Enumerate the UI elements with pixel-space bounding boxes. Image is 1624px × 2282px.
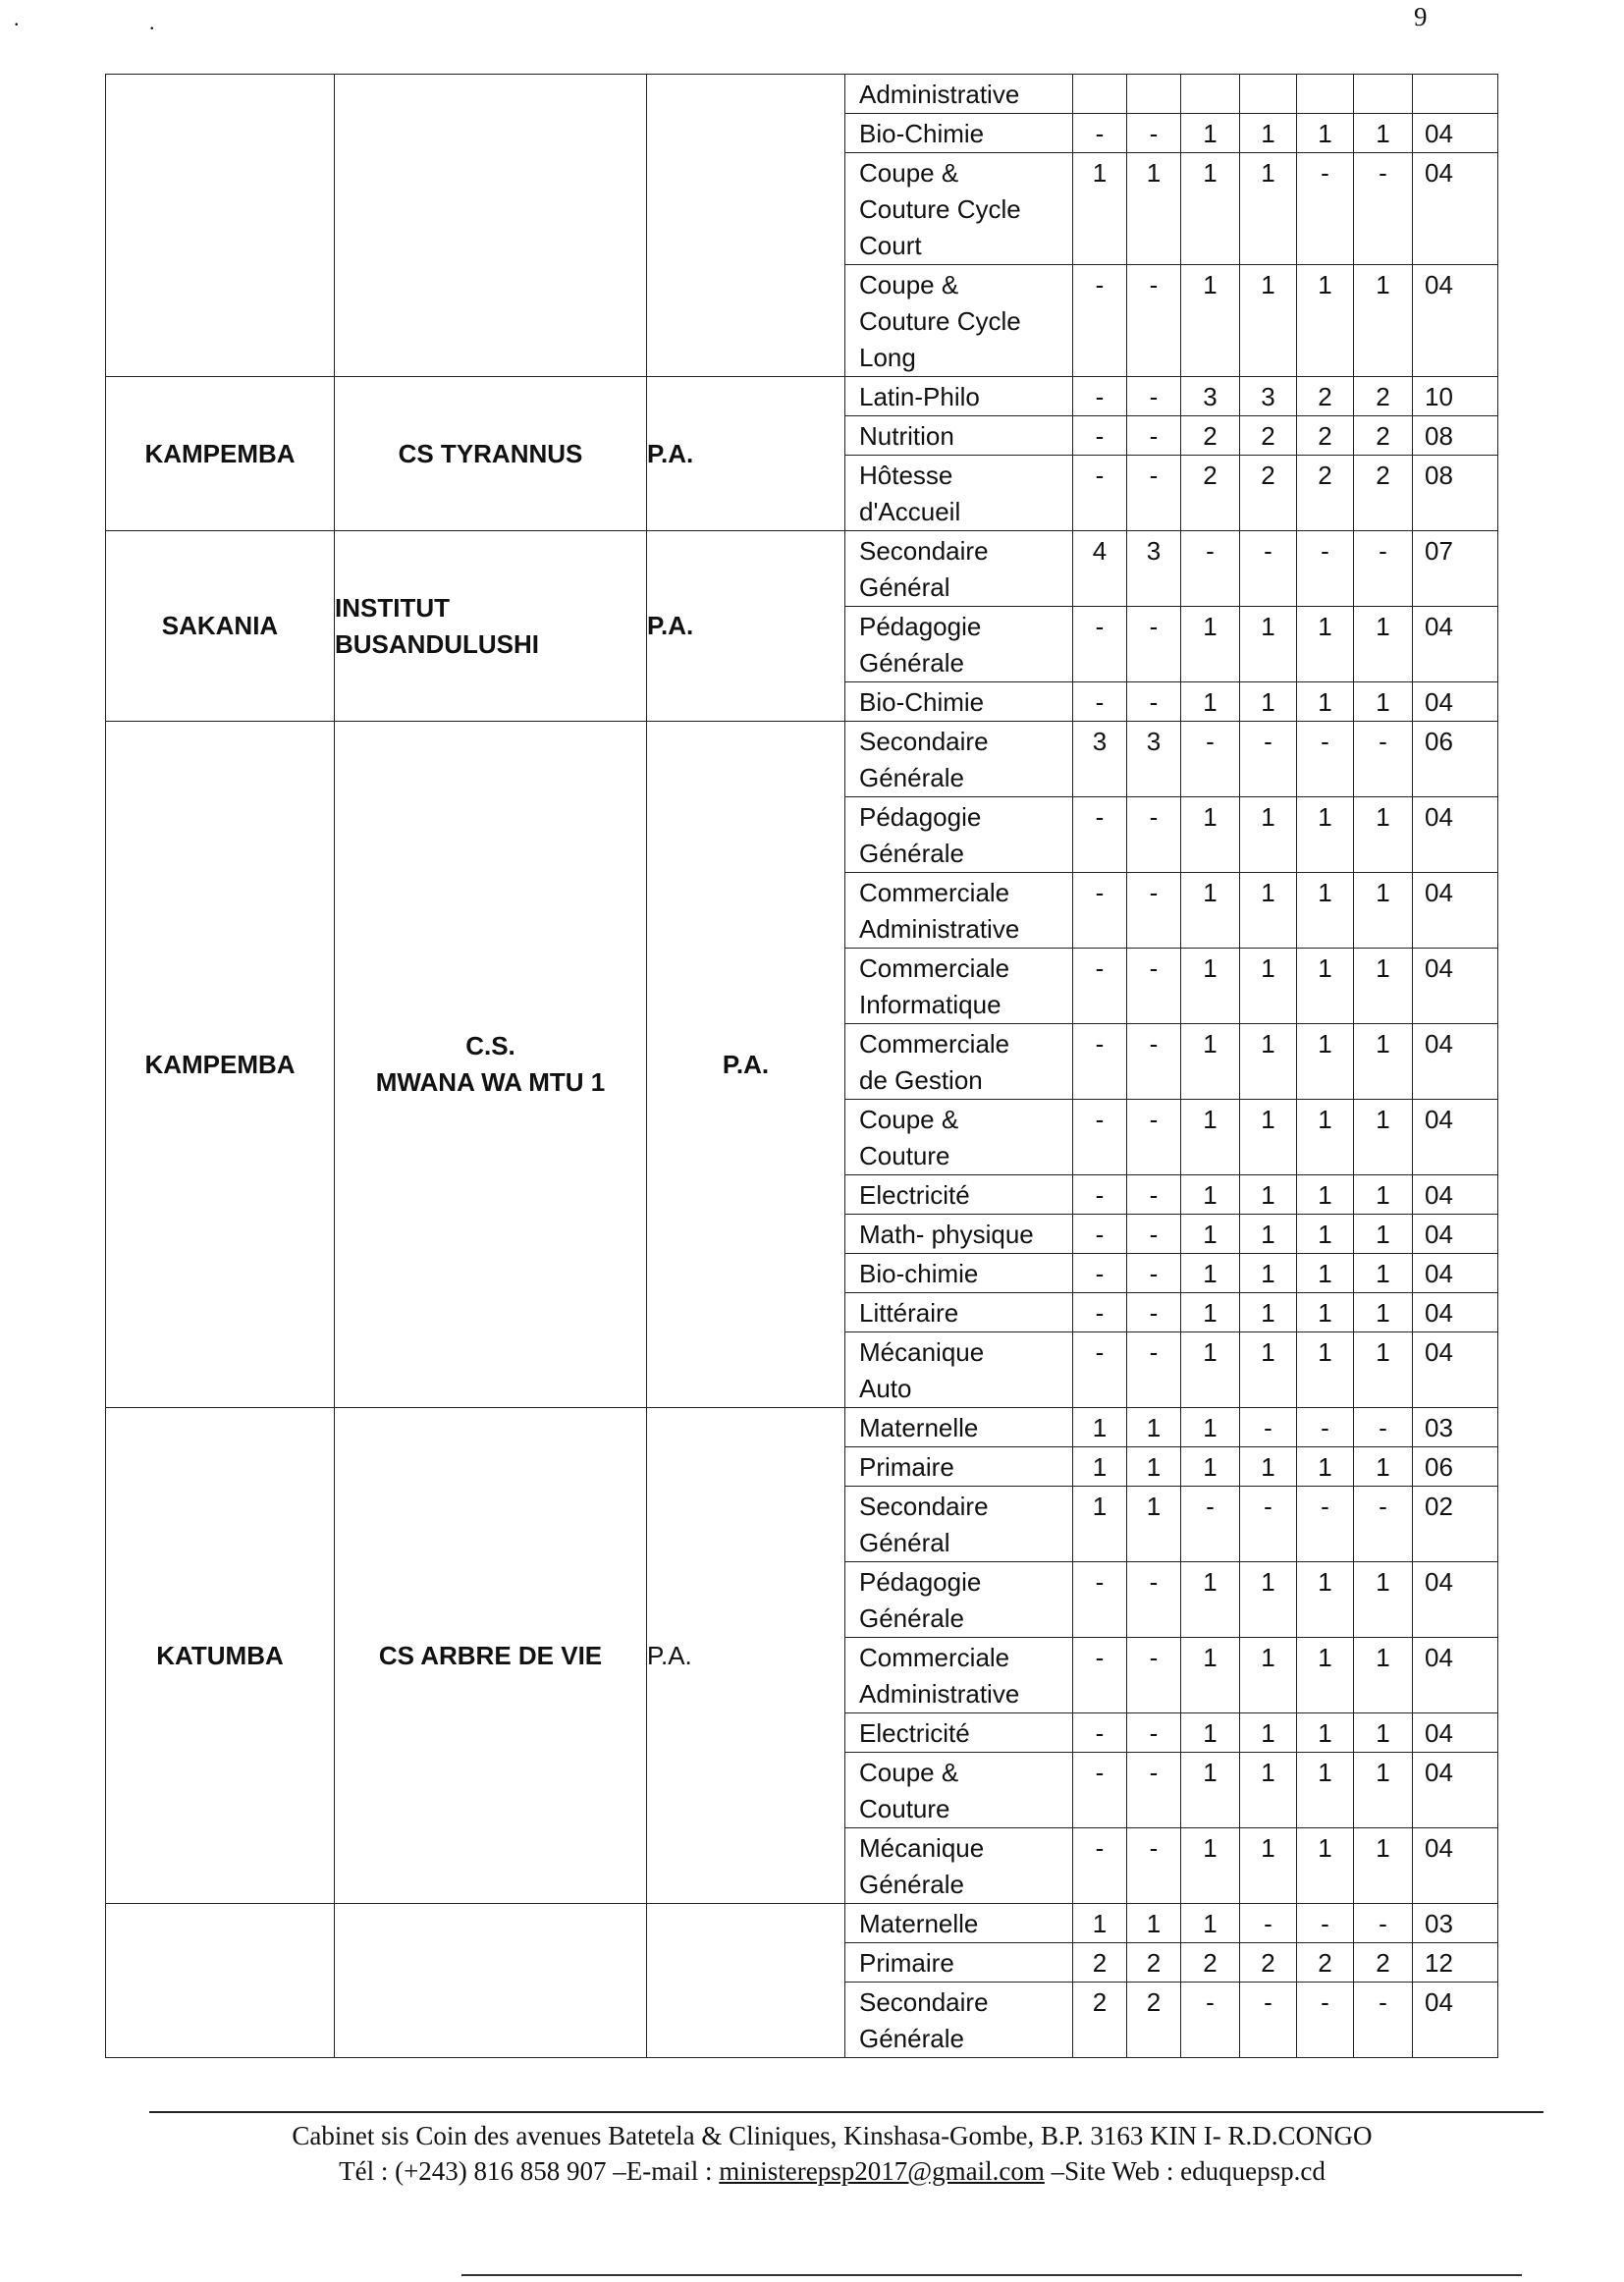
total-cell: 04 xyxy=(1413,682,1498,722)
class-count-cell: 1 xyxy=(1240,1175,1297,1215)
class-count-cell: 1 xyxy=(1073,153,1127,265)
class-count-cell: 1 xyxy=(1240,797,1297,873)
option-name-cell: Bio-Chimie xyxy=(845,114,1073,153)
class-count-cell: 1 xyxy=(1354,265,1413,377)
class-count-cell: - xyxy=(1073,377,1127,416)
option-name-cell: Administrative xyxy=(845,75,1073,114)
total-cell: 04 xyxy=(1413,1175,1498,1215)
option-name-cell: Nutrition xyxy=(845,416,1073,456)
option-name-cell: Pédagogie Générale xyxy=(845,607,1073,682)
class-count-cell: 1 xyxy=(1240,153,1297,265)
class-count-cell: - xyxy=(1127,797,1181,873)
class-count-cell: 1 xyxy=(1354,1753,1413,1828)
class-count-cell: 1 xyxy=(1181,114,1240,153)
class-count-cell: 1 xyxy=(1240,1215,1297,1254)
class-count-cell: 1 xyxy=(1181,1100,1240,1175)
option-name-cell: Coupe & Couture Cycle Long xyxy=(845,265,1073,377)
footer xyxy=(108,2118,1556,2189)
class-count-cell: 1 xyxy=(1181,607,1240,682)
class-count-cell xyxy=(1073,75,1127,114)
footer-website: –Site Web : eduquepsp.cd xyxy=(1044,2156,1326,2186)
table-row xyxy=(106,1904,1498,1943)
class-count-cell: - xyxy=(1240,1904,1297,1943)
class-count-cell: 1 xyxy=(1354,1293,1413,1332)
total-cell: 04 xyxy=(1413,153,1498,265)
class-count-cell: - xyxy=(1297,531,1354,607)
class-count-cell: - xyxy=(1127,682,1181,722)
option-name-cell: Maternelle xyxy=(845,1904,1073,1943)
total-cell: 06 xyxy=(1413,722,1498,797)
school-name-cell: CS ARBRE DE VIE xyxy=(335,1408,647,1904)
class-count-cell: 1 xyxy=(1073,1408,1127,1447)
class-count-cell: 1 xyxy=(1127,1904,1181,1943)
class-count-cell: 1 xyxy=(1354,1638,1413,1713)
class-count-cell: - xyxy=(1127,1100,1181,1175)
total-cell: 04 xyxy=(1413,797,1498,873)
class-count-cell: 1 xyxy=(1240,873,1297,949)
class-count-cell: 1 xyxy=(1240,1447,1297,1487)
class-count-cell: 1 xyxy=(1297,1332,1354,1408)
school-name-cell: C.S. MWANA WA MTU 1 xyxy=(335,722,647,1408)
class-count-cell xyxy=(1181,75,1240,114)
class-count-cell: - xyxy=(1073,607,1127,682)
class-count-cell: 1 xyxy=(1127,1408,1181,1447)
class-count-cell: - xyxy=(1354,1487,1413,1562)
class-count-cell: - xyxy=(1240,1983,1297,2058)
class-count-cell: 2 xyxy=(1297,377,1354,416)
total-cell: 04 xyxy=(1413,1983,1498,2058)
class-count-cell: 1 xyxy=(1354,1828,1413,1904)
status-cell: P.A. xyxy=(647,531,845,722)
class-count-cell: 1 xyxy=(1354,1024,1413,1100)
total-cell: 04 xyxy=(1413,1562,1498,1638)
option-name-cell: Secondaire Générale xyxy=(845,1983,1073,2058)
class-count-cell: - xyxy=(1073,1100,1127,1175)
class-count-cell: 1 xyxy=(1240,1254,1297,1293)
class-count-cell: 1 xyxy=(1181,1713,1240,1753)
status-cell xyxy=(647,1904,845,2058)
region-cell: KAMPEMBA xyxy=(106,377,335,531)
class-count-cell: 1 xyxy=(1297,1447,1354,1487)
total-cell: 04 xyxy=(1413,114,1498,153)
class-count-cell: - xyxy=(1073,1638,1127,1713)
option-name-cell: Commerciale Administrative xyxy=(845,873,1073,949)
option-name-cell: Secondaire Général xyxy=(845,531,1073,607)
class-count-cell: 1 xyxy=(1354,1447,1413,1487)
option-name-cell: Math- physique xyxy=(845,1215,1073,1254)
class-count-cell: - xyxy=(1073,682,1127,722)
option-name-cell: Pédagogie Générale xyxy=(845,797,1073,873)
class-count-cell: - xyxy=(1354,1983,1413,2058)
class-count-cell: 1 xyxy=(1181,873,1240,949)
footer-phone: Tél : (+243) 816 858 907 –E-mail : xyxy=(339,2156,720,2186)
option-name-cell: Primaire xyxy=(845,1447,1073,1487)
status-cell: P.A. xyxy=(647,377,845,531)
school-name-cell: CS TYRANNUS xyxy=(335,377,647,531)
class-count-cell: - xyxy=(1127,1713,1181,1753)
class-count-cell: 1 xyxy=(1297,1100,1354,1175)
class-count-cell: - xyxy=(1073,1753,1127,1828)
class-count-cell: 1 xyxy=(1297,1024,1354,1100)
total-cell: 04 xyxy=(1413,1332,1498,1408)
class-count-cell: - xyxy=(1354,531,1413,607)
region-cell: KAMPEMBA xyxy=(106,722,335,1408)
class-count-cell: 1 xyxy=(1297,1713,1354,1753)
class-count-cell: - xyxy=(1073,1332,1127,1408)
class-count-cell: 1 xyxy=(1297,1254,1354,1293)
class-count-cell: - xyxy=(1240,531,1297,607)
class-count-cell: 1 xyxy=(1127,153,1181,265)
total-cell: 04 xyxy=(1413,1828,1498,1904)
class-count-cell: 1 xyxy=(1297,949,1354,1024)
table-body xyxy=(106,75,1498,2058)
class-count-cell: - xyxy=(1297,1487,1354,1562)
table-row xyxy=(106,377,1498,416)
class-count-cell: 2 xyxy=(1354,1943,1413,1983)
total-cell: 04 xyxy=(1413,1100,1498,1175)
class-count-cell: - xyxy=(1127,1024,1181,1100)
class-count-cell: - xyxy=(1127,1562,1181,1638)
region-cell: SAKANIA xyxy=(106,531,335,722)
class-count-cell: 1 xyxy=(1354,1562,1413,1638)
class-count-cell: 1 xyxy=(1297,682,1354,722)
option-name-cell: Commerciale Informatique xyxy=(845,949,1073,1024)
footer-rule xyxy=(149,2111,1543,2113)
total-cell: 04 xyxy=(1413,1293,1498,1332)
class-count-cell: - xyxy=(1297,722,1354,797)
class-count-cell: 1 xyxy=(1181,1254,1240,1293)
class-count-cell: - xyxy=(1354,1904,1413,1943)
class-count-cell: - xyxy=(1127,1175,1181,1215)
class-count-cell: 1 xyxy=(1181,1332,1240,1408)
class-count-cell: - xyxy=(1073,1828,1127,1904)
class-count-cell xyxy=(1354,75,1413,114)
total-cell: 03 xyxy=(1413,1904,1498,1943)
class-count-cell: 1 xyxy=(1297,1638,1354,1713)
total-cell: 08 xyxy=(1413,416,1498,456)
option-name-cell: Commerciale de Gestion xyxy=(845,1024,1073,1100)
class-count-cell: - xyxy=(1127,1254,1181,1293)
class-count-cell: - xyxy=(1127,265,1181,377)
option-name-cell: Hôtesse d'Accueil xyxy=(845,456,1073,531)
class-count-cell: 3 xyxy=(1127,531,1181,607)
class-count-cell: 1 xyxy=(1297,114,1354,153)
region-cell: KATUMBA xyxy=(106,1408,335,1904)
class-count-cell: 1 xyxy=(1354,114,1413,153)
class-count-cell: 1 xyxy=(1181,1408,1240,1447)
class-count-cell: 1 xyxy=(1297,1828,1354,1904)
class-count-cell: 1 xyxy=(1073,1487,1127,1562)
class-count-cell: - xyxy=(1073,949,1127,1024)
option-name-cell: Secondaire Général xyxy=(845,1487,1073,1562)
class-count-cell: 2 xyxy=(1354,416,1413,456)
class-count-cell: 1 xyxy=(1297,607,1354,682)
class-count-cell: - xyxy=(1297,1904,1354,1943)
class-count-cell: - xyxy=(1240,1487,1297,1562)
class-count-cell: 1 xyxy=(1240,1100,1297,1175)
class-count-cell: 2 xyxy=(1240,1943,1297,1983)
class-count-cell: - xyxy=(1127,873,1181,949)
total-cell: 04 xyxy=(1413,1254,1498,1293)
class-count-cell: 1 xyxy=(1240,1828,1297,1904)
class-count-cell: 1 xyxy=(1073,1904,1127,1943)
class-count-cell xyxy=(1297,75,1354,114)
class-count-cell: 1 xyxy=(1297,1175,1354,1215)
class-count-cell: 1 xyxy=(1181,1175,1240,1215)
class-count-cell: - xyxy=(1181,531,1240,607)
class-count-cell: 1 xyxy=(1181,1562,1240,1638)
total-cell xyxy=(1413,75,1498,114)
option-name-cell: Electricité xyxy=(845,1175,1073,1215)
total-cell: 10 xyxy=(1413,377,1498,416)
class-count-cell: 1 xyxy=(1181,1904,1240,1943)
class-count-cell: - xyxy=(1073,114,1127,153)
class-count-cell: - xyxy=(1127,1215,1181,1254)
class-count-cell: - xyxy=(1127,1332,1181,1408)
footer-email[interactable]: ministerepsp2017@gmail.com xyxy=(719,2156,1045,2186)
total-cell: 02 xyxy=(1413,1487,1498,1562)
class-count-cell: 2 xyxy=(1297,416,1354,456)
class-count-cell: 1 xyxy=(1181,1024,1240,1100)
class-count-cell: 2 xyxy=(1127,1983,1181,2058)
status-cell: P.A. xyxy=(647,722,845,1408)
class-count-cell: 2 xyxy=(1073,1943,1127,1983)
total-cell: 04 xyxy=(1413,265,1498,377)
class-count-cell: - xyxy=(1127,416,1181,456)
class-count-cell: 1 xyxy=(1240,949,1297,1024)
class-count-cell: - xyxy=(1127,456,1181,531)
option-name-cell: Littéraire xyxy=(845,1293,1073,1332)
class-count-cell: - xyxy=(1181,722,1240,797)
school-name-cell: INSTITUT BUSANDULUSHI xyxy=(335,531,647,722)
class-count-cell: 3 xyxy=(1127,722,1181,797)
option-name-cell: Bio-chimie xyxy=(845,1254,1073,1293)
class-count-cell: 1 xyxy=(1240,1753,1297,1828)
option-name-cell: Coupe & Couture Cycle Court xyxy=(845,153,1073,265)
class-count-cell: - xyxy=(1240,1408,1297,1447)
class-count-cell: 1 xyxy=(1354,682,1413,722)
class-count-cell: 1 xyxy=(1297,873,1354,949)
total-cell: 07 xyxy=(1413,531,1498,607)
total-cell: 06 xyxy=(1413,1447,1498,1487)
status-cell: P.A. xyxy=(647,1408,845,1904)
option-name-cell: Mécanique Générale xyxy=(845,1828,1073,1904)
class-count-cell: 1 xyxy=(1354,1713,1413,1753)
class-count-cell: 2 xyxy=(1181,416,1240,456)
class-count-cell: - xyxy=(1127,1638,1181,1713)
table-row xyxy=(106,722,1498,797)
class-count-cell: 2 xyxy=(1240,416,1297,456)
class-count-cell: 1 xyxy=(1181,265,1240,377)
class-count-cell: 1 xyxy=(1181,1828,1240,1904)
class-count-cell: 2 xyxy=(1354,377,1413,416)
class-count-cell: - xyxy=(1073,265,1127,377)
class-count-cell: 1 xyxy=(1127,1487,1181,1562)
class-count-cell: 1 xyxy=(1240,1562,1297,1638)
region-cell xyxy=(106,1904,335,2058)
class-count-cell: 1 xyxy=(1240,114,1297,153)
option-name-cell: Coupe & Couture xyxy=(845,1753,1073,1828)
total-cell: 03 xyxy=(1413,1408,1498,1447)
class-count-cell: 1 xyxy=(1181,1753,1240,1828)
class-count-cell: - xyxy=(1127,114,1181,153)
class-count-cell: - xyxy=(1127,1753,1181,1828)
table-row xyxy=(106,75,1498,114)
class-count-cell: 1 xyxy=(1297,1753,1354,1828)
class-count-cell: - xyxy=(1073,873,1127,949)
class-count-cell: 1 xyxy=(1297,797,1354,873)
class-count-cell: - xyxy=(1073,1293,1127,1332)
class-count-cell: 2 xyxy=(1297,1943,1354,1983)
class-count-cell: - xyxy=(1073,797,1127,873)
class-count-cell: 1 xyxy=(1240,1024,1297,1100)
class-count-cell: - xyxy=(1073,1024,1127,1100)
class-count-cell: - xyxy=(1240,722,1297,797)
total-cell: 08 xyxy=(1413,456,1498,531)
class-count-cell: - xyxy=(1354,722,1413,797)
total-cell: 04 xyxy=(1413,1638,1498,1713)
footer-address: Cabinet sis Coin des avenues Batetela & Cliniques, Kinshasa-Gombe, B.P. 3163 KIN I- R.D.CONGO xyxy=(292,2121,1373,2150)
school-name-cell xyxy=(335,1904,647,2058)
class-count-cell: 1 xyxy=(1181,153,1240,265)
class-count-cell: 4 xyxy=(1073,531,1127,607)
class-count-cell: 2 xyxy=(1181,1943,1240,1983)
class-count-cell: 1 xyxy=(1240,1638,1297,1713)
total-cell: 04 xyxy=(1413,1713,1498,1753)
class-count-cell: 1 xyxy=(1073,1447,1127,1487)
class-count-cell: 1 xyxy=(1354,949,1413,1024)
class-count-cell: 1 xyxy=(1181,797,1240,873)
class-count-cell: - xyxy=(1127,1828,1181,1904)
class-count-cell: - xyxy=(1073,1562,1127,1638)
class-count-cell: 1 xyxy=(1354,1254,1413,1293)
class-count-cell: 1 xyxy=(1127,1447,1181,1487)
total-cell: 04 xyxy=(1413,1024,1498,1100)
class-count-cell: 1 xyxy=(1240,1713,1297,1753)
class-count-cell: 1 xyxy=(1297,1293,1354,1332)
school-options-table xyxy=(105,74,1498,2058)
class-count-cell: 1 xyxy=(1354,1100,1413,1175)
class-count-cell: 1 xyxy=(1297,1215,1354,1254)
class-count-cell: 1 xyxy=(1240,1332,1297,1408)
table-row xyxy=(106,531,1498,607)
status-cell xyxy=(647,75,845,377)
class-count-cell: 2 xyxy=(1127,1943,1181,1983)
class-count-cell: 1 xyxy=(1354,873,1413,949)
class-count-cell: 1 xyxy=(1240,607,1297,682)
class-count-cell: 2 xyxy=(1354,456,1413,531)
class-count-cell: 1 xyxy=(1181,1447,1240,1487)
class-count-cell: 3 xyxy=(1073,722,1127,797)
class-count-cell: 1 xyxy=(1354,1215,1413,1254)
class-count-cell: 2 xyxy=(1073,1983,1127,2058)
class-count-cell: 1 xyxy=(1240,1293,1297,1332)
option-name-cell: Latin-Philo xyxy=(845,377,1073,416)
option-name-cell: Maternelle xyxy=(845,1408,1073,1447)
class-count-cell: 1 xyxy=(1354,1175,1413,1215)
class-count-cell: - xyxy=(1073,1215,1127,1254)
option-name-cell: Pédagogie Générale xyxy=(845,1562,1073,1638)
class-count-cell: - xyxy=(1354,1408,1413,1447)
class-count-cell: 1 xyxy=(1181,949,1240,1024)
class-count-cell: - xyxy=(1297,1983,1354,2058)
table-row xyxy=(106,1408,1498,1447)
total-cell: 04 xyxy=(1413,873,1498,949)
class-count-cell: 1 xyxy=(1354,1332,1413,1408)
class-count-cell: - xyxy=(1297,1408,1354,1447)
class-count-cell: 1 xyxy=(1354,607,1413,682)
class-count-cell: - xyxy=(1181,1487,1240,1562)
class-count-cell: - xyxy=(1073,456,1127,531)
bottom-rule xyxy=(461,2274,1522,2276)
class-count-cell: - xyxy=(1127,607,1181,682)
page-number: 9 xyxy=(1414,2,1428,31)
total-cell: 04 xyxy=(1413,949,1498,1024)
class-count-cell: 2 xyxy=(1240,456,1297,531)
class-count-cell: 1 xyxy=(1181,1293,1240,1332)
class-count-cell: 1 xyxy=(1297,1562,1354,1638)
class-count-cell: - xyxy=(1297,153,1354,265)
class-count-cell: - xyxy=(1073,1175,1127,1215)
total-cell: 04 xyxy=(1413,1215,1498,1254)
class-count-cell: - xyxy=(1127,949,1181,1024)
footer-contact xyxy=(108,2153,1556,2189)
class-count-cell xyxy=(1127,75,1181,114)
option-name-cell: Mécanique Auto xyxy=(845,1332,1073,1408)
total-cell: 04 xyxy=(1413,1753,1498,1828)
class-count-cell: 2 xyxy=(1297,456,1354,531)
class-count-cell: 1 xyxy=(1181,1638,1240,1713)
scan-mark: . xyxy=(149,10,155,34)
class-count-cell: 3 xyxy=(1240,377,1297,416)
class-count-cell: - xyxy=(1073,1254,1127,1293)
class-count-cell: 1 xyxy=(1240,265,1297,377)
class-count-cell: 1 xyxy=(1240,682,1297,722)
region-cell xyxy=(106,75,335,377)
total-cell: 12 xyxy=(1413,1943,1498,1983)
class-count-cell: - xyxy=(1127,1293,1181,1332)
class-count-cell: - xyxy=(1181,1983,1240,2058)
option-name-cell: Coupe & Couture xyxy=(845,1100,1073,1175)
option-name-cell: Bio-Chimie xyxy=(845,682,1073,722)
option-name-cell: Commerciale Administrative xyxy=(845,1638,1073,1713)
class-count-cell: 1 xyxy=(1181,1215,1240,1254)
class-count-cell xyxy=(1240,75,1297,114)
class-count-cell: 1 xyxy=(1181,682,1240,722)
class-count-cell: - xyxy=(1073,416,1127,456)
option-name-cell: Secondaire Générale xyxy=(845,722,1073,797)
option-name-cell: Electricité xyxy=(845,1713,1073,1753)
class-count-cell: 1 xyxy=(1297,265,1354,377)
option-name-cell: Primaire xyxy=(845,1943,1073,1983)
class-count-cell: 2 xyxy=(1181,456,1240,531)
total-cell: 04 xyxy=(1413,607,1498,682)
class-count-cell: - xyxy=(1354,153,1413,265)
school-name-cell xyxy=(335,75,647,377)
class-count-cell: 3 xyxy=(1181,377,1240,416)
class-count-cell: - xyxy=(1127,377,1181,416)
class-count-cell: - xyxy=(1073,1713,1127,1753)
scan-mark: . xyxy=(14,6,20,30)
class-count-cell: 1 xyxy=(1354,797,1413,873)
